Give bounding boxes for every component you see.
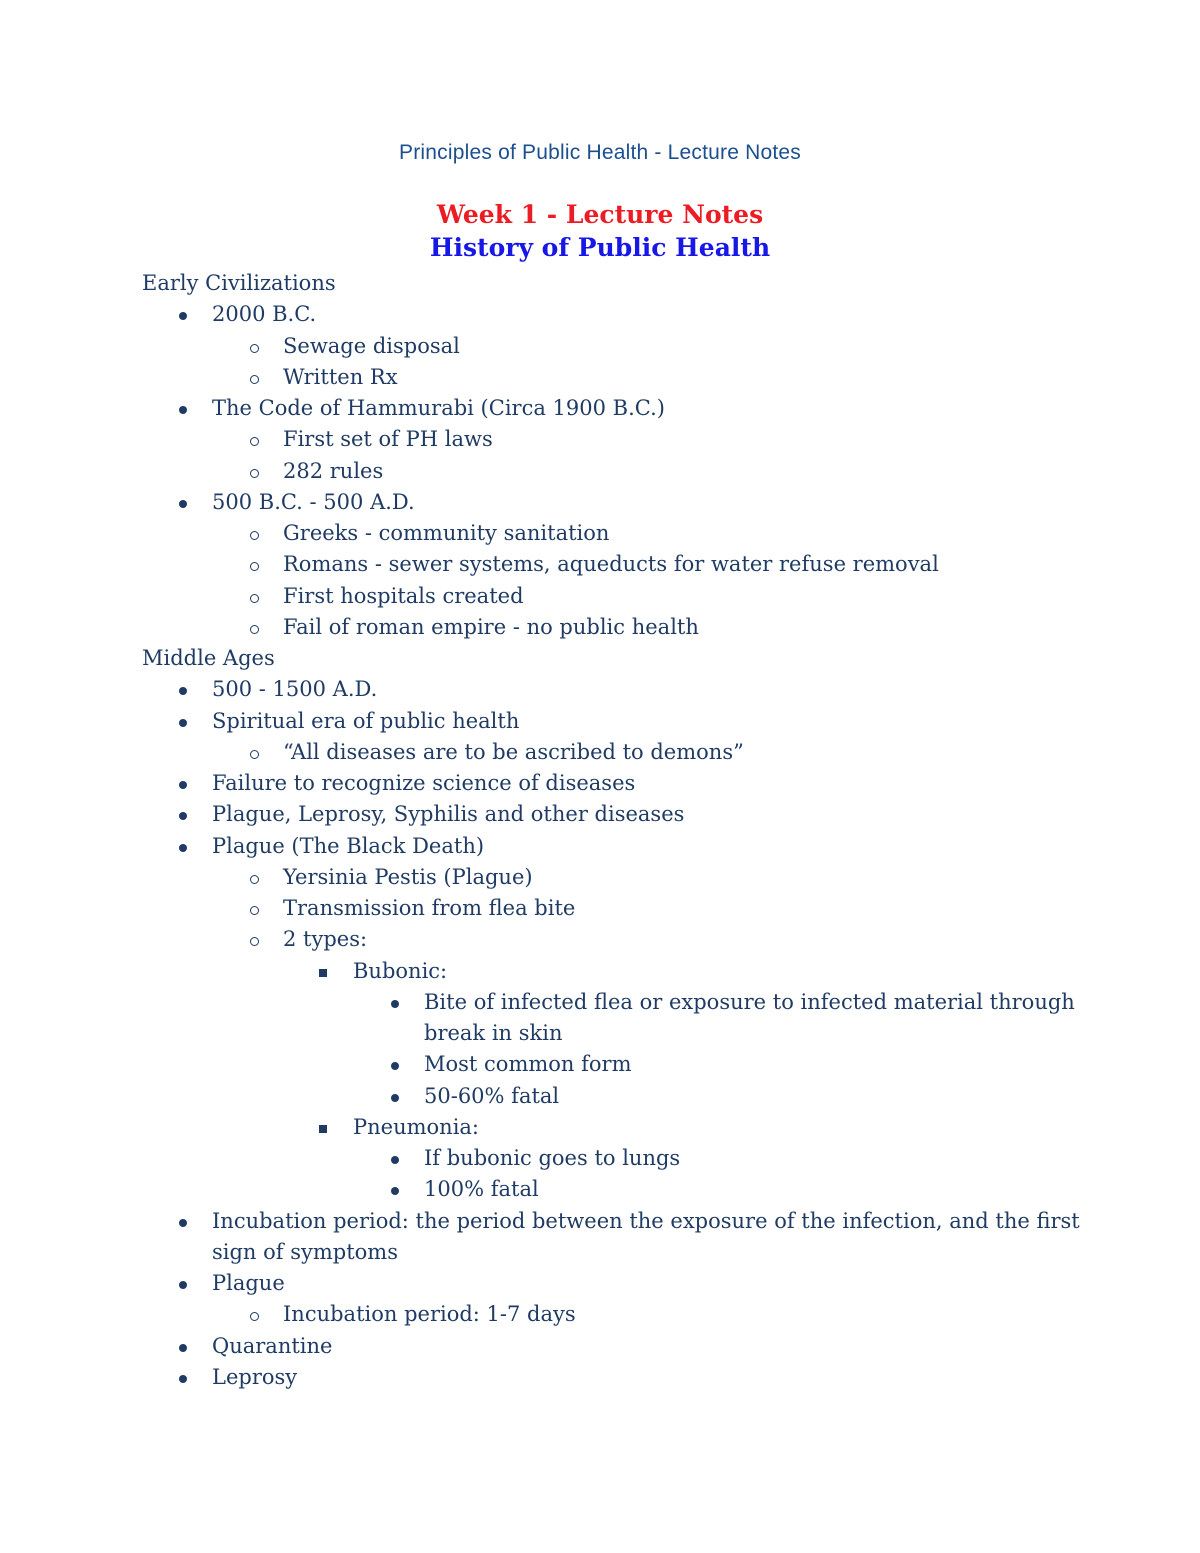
outline-item: Plague (The Black Death) [212, 833, 485, 858]
outline-item: break in skin [424, 1021, 563, 1045]
hollow-bullet-icon [250, 344, 259, 353]
filled-bullet-icon [179, 1375, 187, 1383]
hollow-bullet-icon [250, 562, 259, 571]
document-header: Principles of Public Health - Lecture Notes [399, 141, 801, 164]
outline-item: Greeks - community sanitation [283, 521, 610, 545]
outline-item: Sewage disposal [283, 333, 460, 358]
outline-item: Bubonic: [353, 958, 448, 983]
outline-item: Transmission from flea bite [283, 896, 576, 920]
filled-bullet-icon [391, 1062, 399, 1070]
outline-item: Plague, Leprosy, Syphilis and other diseases [212, 802, 685, 827]
filled-bullet-icon [179, 1344, 187, 1352]
filled-bullet-icon [179, 687, 187, 695]
outline-item: Bite of infected flea or exposure to infected material through [424, 989, 1075, 1014]
outline-item: 100% fatal [424, 1177, 539, 1202]
section-heading: Early Civilizations [142, 271, 336, 295]
page-title: History of Public Health [429, 233, 771, 262]
outline-item: The Code of Hammurabi (Circa 1900 B.C.) [212, 396, 665, 420]
outline-item: Written Rx [283, 364, 398, 389]
filled-bullet-icon [179, 719, 187, 727]
hollow-bullet-icon [250, 531, 259, 540]
hollow-bullet-icon [250, 750, 259, 759]
hollow-bullet-icon [250, 625, 259, 634]
filled-bullet-icon [391, 1000, 399, 1008]
filled-bullet-icon [391, 1156, 399, 1164]
outline-item: Quarantine [212, 1333, 333, 1358]
hollow-bullet-icon [250, 937, 259, 946]
outline-item: If bubonic goes to lungs [424, 1146, 681, 1170]
week-title: Week 1 - Lecture Notes [436, 200, 764, 229]
outline-item: 2 types: [283, 927, 368, 952]
outline-item: Pneumonia: [353, 1114, 479, 1139]
outline-item: 500 - 1500 A.D. [212, 677, 378, 702]
outline-item: First hospitals created [283, 583, 524, 608]
outline-item: Spiritual era of public health [212, 708, 520, 733]
filled-bullet-icon [179, 781, 187, 789]
hollow-bullet-icon [250, 469, 259, 478]
filled-bullet-icon [391, 1094, 399, 1102]
outline-item: Plague [212, 1271, 285, 1295]
outline-item: Incubation period: 1-7 days [283, 1302, 576, 1327]
outline-item: Yersinia Pestis (Plague) [283, 864, 533, 889]
filled-bullet-icon [179, 1219, 187, 1227]
filled-bullet-icon [179, 312, 187, 320]
section-heading: Middle Ages [142, 646, 275, 670]
outline-item: Most common form [424, 1052, 632, 1077]
hollow-bullet-icon [250, 375, 259, 384]
outline-item: “All diseases are to be ascribed to demons” [283, 739, 744, 764]
filled-bullet-icon [391, 1187, 399, 1195]
outline-item: 50-60% fatal [424, 1083, 560, 1108]
outline-item: 282 rules [283, 458, 384, 483]
filled-bullet-icon [179, 1281, 187, 1289]
hollow-bullet-icon [250, 906, 259, 915]
hollow-bullet-icon [250, 437, 259, 446]
hollow-bullet-icon [250, 594, 259, 603]
outline-item: Romans - sewer systems, aqueducts for water refuse removal [283, 552, 939, 577]
filled-bullet-icon [179, 500, 187, 508]
hollow-bullet-icon [250, 875, 259, 884]
outline-item: 2000 B.C. [212, 302, 317, 327]
square-bullet-icon [319, 1125, 327, 1133]
outline-item: Fail of roman empire - no public health [283, 614, 699, 639]
square-bullet-icon [319, 969, 327, 977]
outline-item: Failure to recognize science of diseases [212, 771, 636, 795]
outline-item: Incubation period: the period between the exposure of the infection, and the first [212, 1208, 1080, 1233]
outline-item: sign of symptoms [212, 1239, 398, 1264]
filled-bullet-icon [179, 812, 187, 820]
hollow-bullet-icon [250, 1312, 259, 1321]
outline-item: Leprosy [212, 1364, 298, 1389]
filled-bullet-icon [179, 844, 187, 852]
outline-item: First set of PH laws [283, 427, 493, 452]
filled-bullet-icon [179, 406, 187, 414]
outline-item: 500 B.C. - 500 A.D. [212, 489, 415, 514]
